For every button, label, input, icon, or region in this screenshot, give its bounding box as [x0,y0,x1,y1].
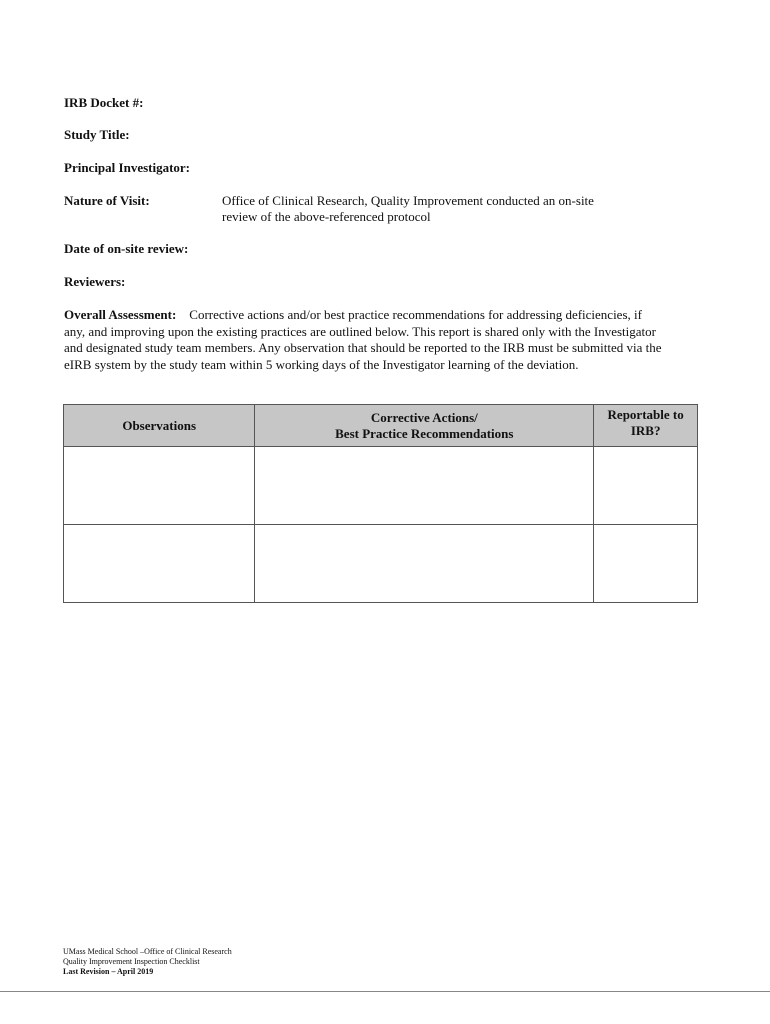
nature-of-visit-line-1: Office of Clinical Research, Quality Improvement conducted an on-site [222,193,594,208]
reportable-cell[interactable] [594,525,698,603]
corrective-action-cell[interactable] [255,447,594,525]
overall-assessment [64,307,664,373]
header-corrective-line-1: Corrective Actions/ [370,409,478,425]
study-title-label: Study Title: [64,127,130,142]
header-corrective-actions [255,405,594,447]
table-header-row [64,405,698,447]
header-observations: Observations [64,405,255,447]
corrective-action-cell[interactable] [255,525,594,603]
observation-cell[interactable] [64,525,255,603]
page-footer [63,947,232,977]
table-row [64,525,698,603]
page-bottom-divider [0,991,770,992]
overall-assessment-label: Overall Assessment: [64,307,177,322]
reviewers-label: Reviewers: [64,274,126,289]
table-row [64,447,698,525]
nature-of-visit-label: Nature of Visit: [64,193,150,208]
observations-table [63,404,698,603]
date-of-review-label: Date of on-site review: [64,241,189,256]
header-reportable-line-2: IRB? [630,423,661,438]
footer-line-1: UMass Medical School –Office of Clinical Research [63,947,232,956]
principal-investigator-label: Principal Investigator: [64,160,191,175]
nature-of-visit-line-2: review of the above-referenced protocol [222,209,431,224]
observation-cell[interactable] [64,447,255,525]
footer-line-3: Last Revision – April 2019 [63,967,154,976]
footer-line-2: Quality Improvement Inspection Checklist [63,957,200,966]
reportable-cell[interactable] [594,447,698,525]
overall-assessment-text: Corrective actions and/or best practice recommendations for addressing deficiencies, if any, and improving upon the existing practices are outlined below. This report is shared only with the Investigator and designated study team members. Any observation that should be reported to the IRB must be submitted via the eIRB system by the study team within 5 working days of the Investigator learning of the deviation. [64,307,662,372]
header-reportable [594,405,698,447]
header-corrective-line-2: Best Practice Recommendations [335,425,514,441]
nature-of-visit-text [222,193,642,225]
irb-docket-label: IRB Docket #: [64,95,144,110]
header-reportable-line-1: Reportable to [607,407,684,422]
